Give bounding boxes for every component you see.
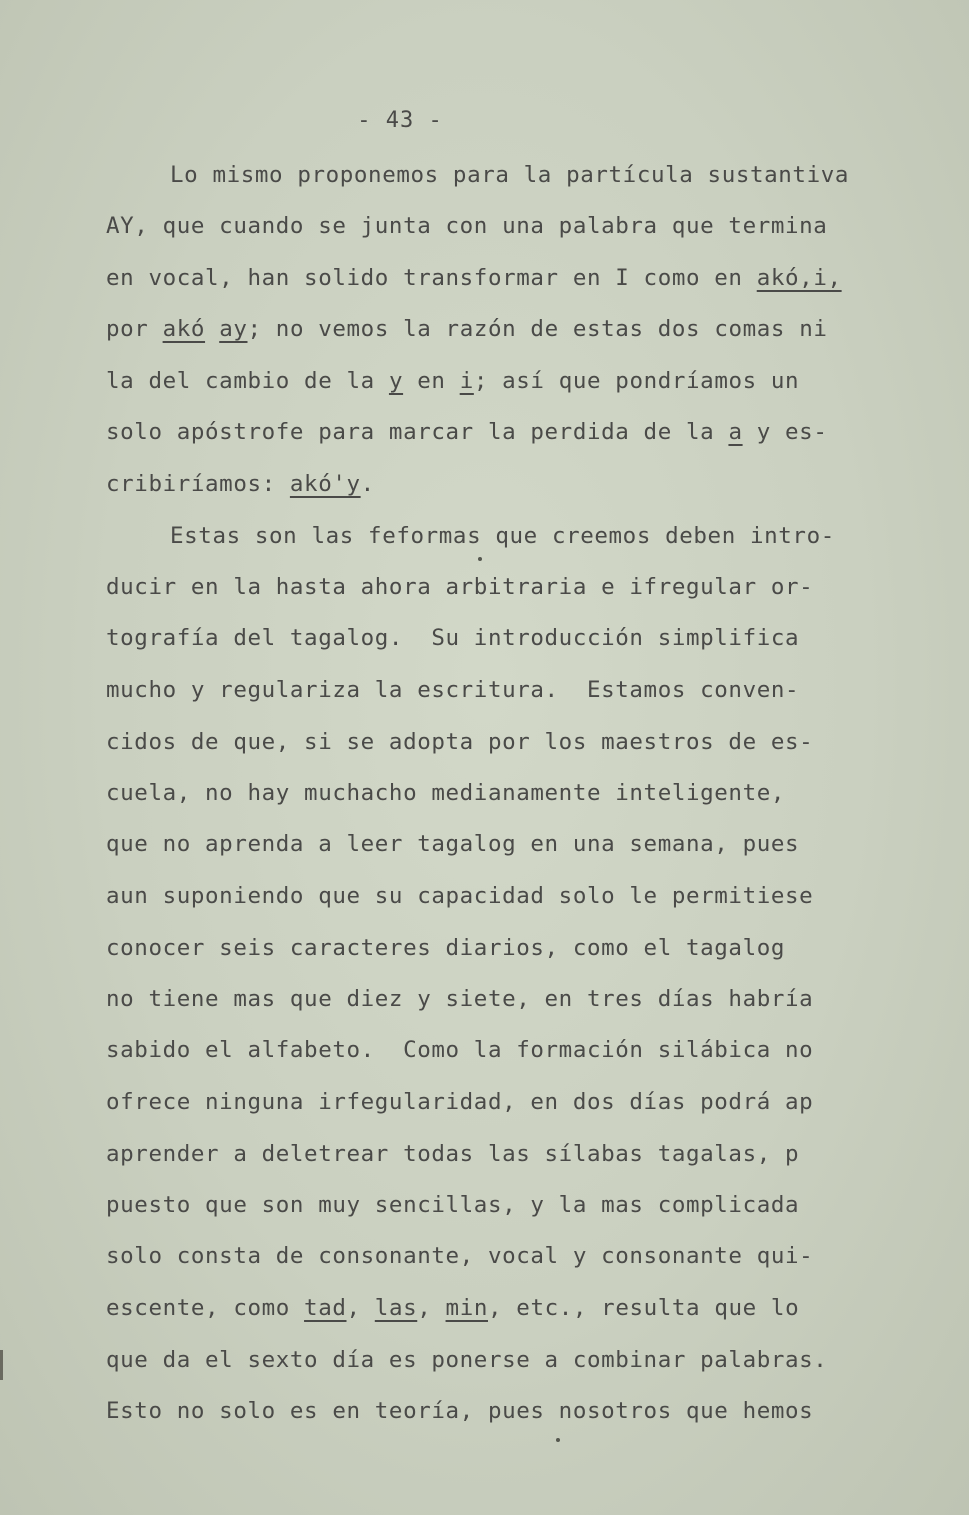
text-segment: cribiríamos:	[106, 471, 290, 497]
text-segment: aun suponiendo que su capacidad solo le permitiese	[106, 883, 814, 909]
text-line	[106, 881, 813, 911]
text-segment: solo consta de consonante, vocal y consonante qui-	[106, 1243, 814, 1269]
ink-speck	[478, 557, 482, 561]
text-line	[106, 1241, 813, 1271]
text-segment	[205, 316, 219, 342]
text-segment: ; así que pondríamos un	[473, 368, 800, 394]
text-line	[106, 1396, 813, 1426]
text-segment: , etc., resulta que lo	[488, 1295, 800, 1321]
text-line	[106, 1190, 799, 1220]
text-line	[106, 366, 799, 396]
text-line	[106, 933, 785, 963]
text-segment: en	[403, 368, 460, 394]
text-line	[106, 211, 827, 241]
text-segment: ,	[346, 1295, 375, 1321]
underlined-word: a	[728, 419, 743, 445]
text-segment: que no aprenda a leer tagalog en una semana, pues	[106, 831, 800, 857]
text-line	[106, 1035, 813, 1065]
text-segment: conocer seis caracteres diarios, como el tagalog	[106, 935, 786, 961]
text-line	[106, 1139, 799, 1169]
text-line	[106, 314, 828, 344]
text-segment: Esto no solo es en teoría, pues nosotros que hemos	[106, 1398, 814, 1424]
text-segment: ; no vemos la razón de estas dos comas ni	[247, 316, 828, 342]
text-segment: aprender a deletrear todas las sílabas tagalas, p	[106, 1141, 800, 1167]
text-segment: ,	[417, 1295, 446, 1321]
text-segment: y es-	[742, 419, 828, 445]
text-line	[106, 623, 799, 653]
text-line	[106, 675, 799, 705]
text-segment: en vocal, han solido transformar en I como en	[106, 265, 757, 291]
text-line	[106, 1293, 799, 1323]
text-segment: la del cambio de la	[106, 368, 389, 394]
underlined-word: min	[445, 1295, 488, 1321]
text-segment: escente, como	[106, 1295, 305, 1321]
text-segment: puesto que son muy sencillas, y la mas complicada	[106, 1192, 800, 1218]
text-segment: cuela, no hay muchacho medianamente inteligente,	[106, 780, 786, 806]
underlined-word: akó	[162, 316, 206, 342]
text-line	[170, 521, 835, 551]
underlined-word: tad	[304, 1295, 347, 1321]
text-line	[106, 1345, 827, 1375]
text-segment: por	[106, 316, 163, 342]
underlined-word: y	[388, 368, 404, 394]
underlined-word: i	[459, 368, 474, 394]
ink-speck	[556, 1438, 560, 1442]
text-segment: que da el sexto día es ponerse a combinar palabras.	[106, 1347, 828, 1373]
text-line	[106, 469, 375, 499]
text-line	[106, 1087, 813, 1117]
text-segment: cidos de que, si se adopta por los maestros de es-	[106, 729, 814, 755]
text-segment: no tiene mas que diez y siete, en tres días habría	[106, 986, 814, 1012]
text-segment: ofrece ninguna irfegularidad, en dos días podrá ap	[106, 1089, 814, 1115]
text-line	[106, 727, 813, 757]
text-line	[170, 160, 849, 190]
text-line	[106, 572, 813, 602]
text-line	[106, 778, 785, 808]
text-segment: .	[360, 471, 375, 497]
underlined-word: ay	[219, 316, 248, 342]
text-segment: sabido el alfabeto. Como la formación silábica no	[106, 1037, 814, 1063]
text-segment: solo apóstrofe para marcar la perdida de la	[106, 419, 729, 445]
text-line	[106, 263, 842, 293]
text-segment: AY, que cuando se junta con una palabra que termina	[106, 213, 828, 239]
text-segment: tografía del tagalog. Su introducción simplifica	[106, 625, 800, 651]
text-segment: mucho y regulariza la escritura. Estamos conven-	[106, 677, 800, 703]
text-segment: Estas son las feformas que creemos deben intro-	[170, 523, 835, 549]
underlined-word: akó'y	[289, 471, 361, 497]
text-line	[106, 829, 799, 859]
page-number: - 43 -	[357, 108, 443, 133]
underlined-word: las	[374, 1295, 418, 1321]
text-line	[106, 417, 827, 447]
text-segment: ducir en la hasta ahora arbitraria e ifregular or-	[106, 574, 814, 600]
underlined-word: akó,i,	[756, 265, 842, 291]
text-line	[106, 984, 813, 1014]
text-segment: Lo mismo proponemos para la partícula sustantiva	[170, 162, 850, 188]
scan-edge-mark	[0, 1350, 3, 1380]
